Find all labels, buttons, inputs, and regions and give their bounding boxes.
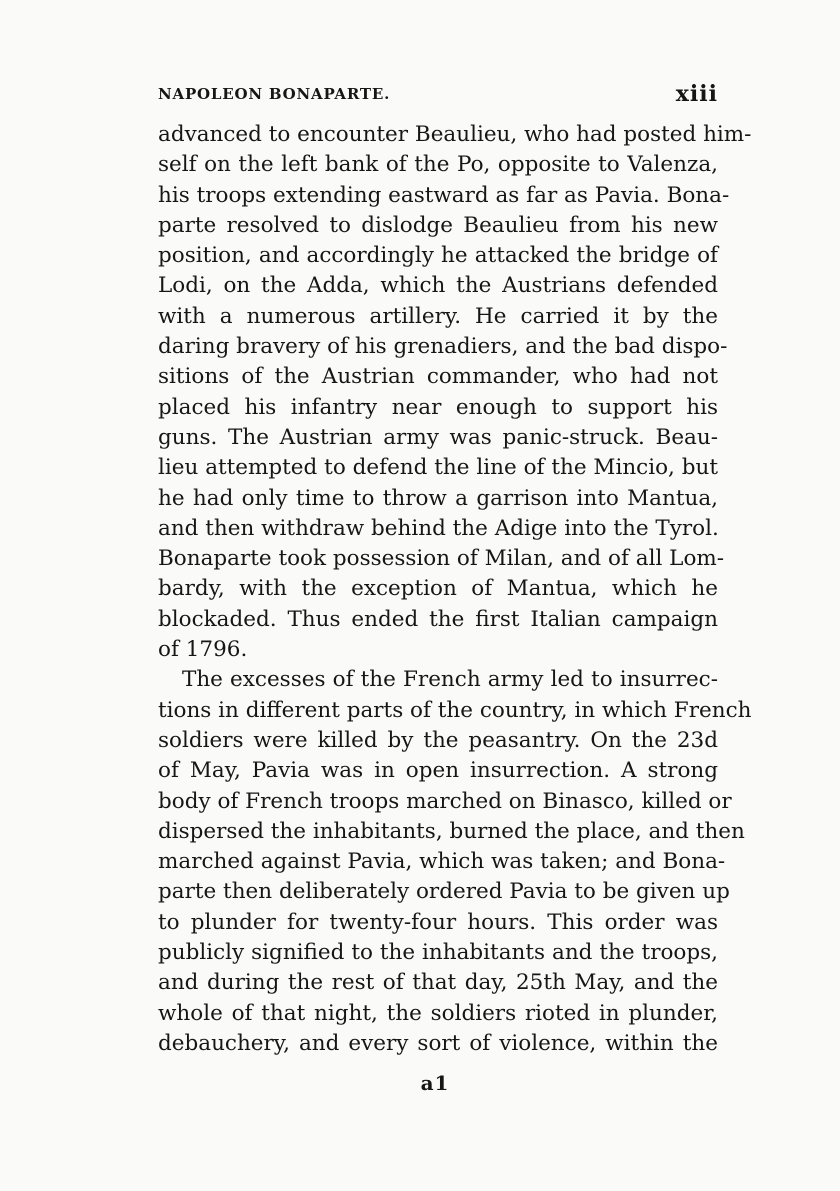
text-line: he had only time to throw a garrison into Mantua, — [158, 485, 718, 511]
text-line: Lodi, on the Adda, which the Austrians defended — [158, 273, 718, 299]
text-line: marched against Pavia, which was taken; and Bona- — [158, 849, 726, 875]
text-line: to plunder for twenty-four hours. This order was — [158, 909, 718, 935]
text-line: tions in different parts of the country, in which French — [158, 697, 752, 723]
text-line: Bonaparte took possession of Milan, and of all Lom- — [158, 546, 725, 572]
text-line: debauchery, and every sort of violence, within the — [158, 1030, 718, 1056]
text-line: his troops extending eastward as far as Pavia. Bona- — [158, 182, 730, 208]
text-line: daring bravery of his grenadiers, and the bad dispo- — [158, 334, 728, 360]
text-line: advanced to encounter Beaulieu, who had posted him- — [158, 122, 752, 147]
text-line: of 1796. — [158, 637, 248, 663]
text-line: and during the rest of that day, 25th May, and the — [158, 970, 718, 996]
text-line: blockaded. Thus ended the first Italian campaign — [158, 606, 718, 632]
text-line: with a numerous artillery. He carried it by the — [158, 303, 718, 329]
signature-mark — [0, 1071, 840, 1095]
text-line: publicly signified to the inhabitants and the troops, — [158, 940, 718, 966]
body-text — [158, 120, 752, 1059]
text-line: bardy, with the exception of Mantua, which he — [158, 576, 718, 602]
text-line: guns. The Austrian army was panic-struck. Beau- — [158, 424, 718, 450]
text-line: parte then deliberately ordered Pavia to be given up — [158, 879, 730, 905]
signature-text: a1 — [420, 1071, 450, 1095]
text-line: sitions of the Austrian commander, who had not — [158, 364, 718, 390]
text-line: parte resolved to dislodge Beaulieu from his new — [158, 212, 718, 238]
text-line: body of French troops marched on Binasco, killed or — [158, 788, 732, 814]
text-line: lieu attempted to defend the line of the Mincio, but — [158, 455, 718, 481]
text-line: of May, Pavia was in open insurrection. A strong — [158, 758, 718, 784]
paragraph-2 — [158, 665, 752, 1059]
page-number: xiii — [675, 81, 718, 107]
text-line: self on the left bank of the Po, opposite to Valenza, — [158, 152, 718, 178]
text-line: soldiers were killed by the peasantry. On the 23d — [158, 727, 718, 753]
text-line: position, and accordingly he attacked the bridge of — [158, 243, 718, 269]
text-line: and then withdraw behind the Adige into the Tyrol. — [158, 515, 719, 541]
text-line: placed his infantry near enough to support his — [158, 394, 718, 420]
text-line: whole of that night, the soldiers rioted in plunder, — [158, 1000, 718, 1026]
running-title: NAPOLEON BONAPARTE. — [158, 85, 391, 103]
paragraph-1 — [158, 120, 752, 665]
text-line: dispersed the inhabitants, burned the place, and then — [158, 818, 745, 844]
text-line: The excesses of the French army led to insurrec- — [182, 667, 718, 693]
running-head — [0, 81, 718, 111]
